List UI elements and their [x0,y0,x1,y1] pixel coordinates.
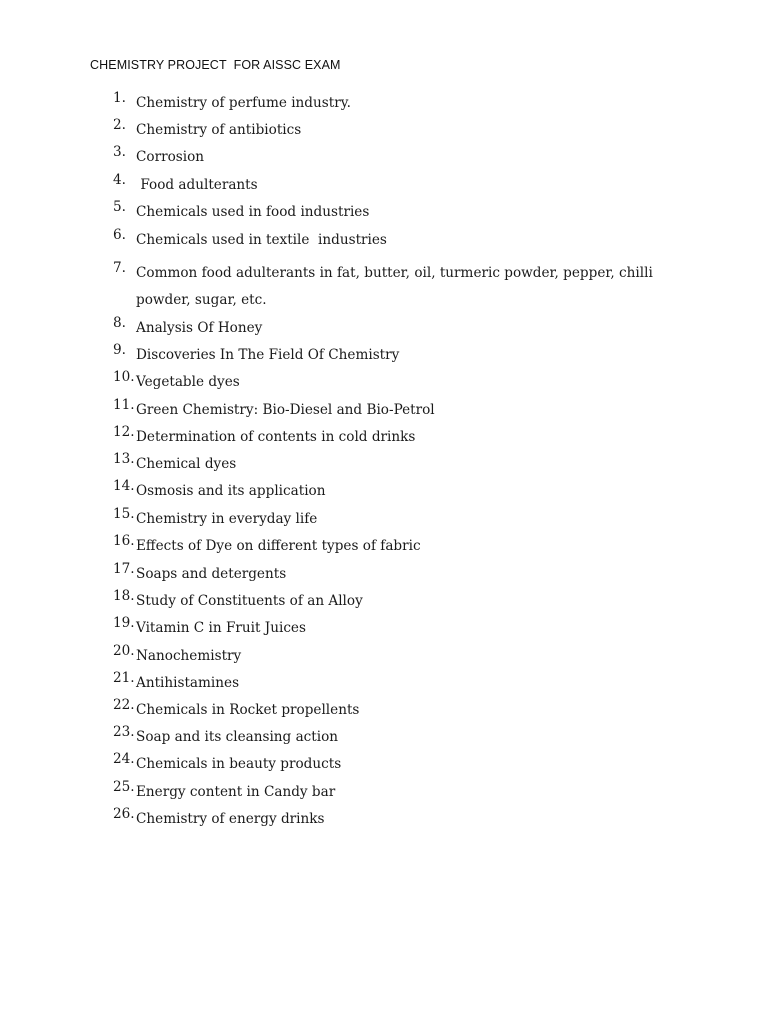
list-item-text: Nanochemistry [136,648,242,664]
list-item-number: 12. [113,424,135,440]
list-item-number: 3. [113,144,126,160]
list-item-text: Determination of contents in cold drinks [136,429,416,445]
list-item-number: 7. [113,260,126,276]
list-item-text: Chemicals in Rocket propellents [136,702,360,718]
list-item-number: 18. [113,588,135,604]
list-item-text: Chemistry of energy drinks [136,811,325,827]
list-item-number: 22. [113,697,135,713]
list-item-number: 10. [113,369,135,385]
list-item-number: 15. [113,506,135,522]
list-item-number: 2. [113,117,126,133]
list-item-number: 14. [113,478,135,494]
list-item-number: 21. [113,670,135,686]
list-item-number: 6. [113,227,126,243]
list-item-text: Analysis Of Honey [136,320,263,336]
list-item-text: Chemical dyes [136,456,237,472]
list-item-number: 13. [113,451,135,467]
list-item-number: 24. [113,751,135,767]
list-item-text: Effects of Dye on different types of fabric [136,538,421,554]
list-item-text: Study of Constituents of an Alloy [136,593,363,609]
list-item-text: Corrosion [136,149,205,165]
list-item-text: Chemistry of antibiotics [136,122,302,138]
list-item-text: Vegetable dyes [136,374,240,390]
list-item-number: 25. [113,779,135,795]
list-item-number: 11. [113,397,135,413]
list-item-number: 1. [113,90,126,106]
list-item-text: Food adulterants [136,177,258,193]
list-item-text: Chemicals used in food industries [136,204,370,220]
list-item-text: Chemistry of perfume industry. [136,95,351,111]
list-item-number: 5. [113,199,126,215]
list-item-text: Energy content in Candy bar [136,784,336,800]
list-item-text: Common food adulterants in fat, butter, oil, turmeric powder, pepper, chilli powder, sugar, etc. [136,265,658,308]
list-item-text: Osmosis and its application [136,483,326,499]
list-item-text: Chemistry in everyday life [136,511,318,527]
list-item-number: 26. [113,806,135,822]
list-item-number: 20. [113,643,135,659]
list-item-number: 8. [113,315,126,331]
list-item-text: Vitamin C in Fruit Juices [136,620,306,636]
list-item-text: Chemicals used in textile industries [136,232,387,248]
list-item-text: Antihistamines [136,675,240,691]
page-title: CHEMISTRY PROJECT FOR AISSC EXAM [90,58,341,72]
list-item-number: 16. [113,533,135,549]
list-item-number: 4. [113,172,126,188]
list-item-number: 17. [113,561,135,577]
list-item-text: Chemicals in beauty products [136,756,342,772]
list-item-number: 19. [113,615,135,631]
list-item-number: 9. [113,342,126,358]
list-item-text: Discoveries In The Field Of Chemistry [136,347,400,363]
list-item-number: 23. [113,724,135,740]
list-item-text: Soap and its cleansing action [136,729,339,745]
list-item-text: Green Chemistry: Bio-Diesel and Bio-Petrol [136,402,435,418]
list-item-text: Soaps and detergents [136,566,287,582]
